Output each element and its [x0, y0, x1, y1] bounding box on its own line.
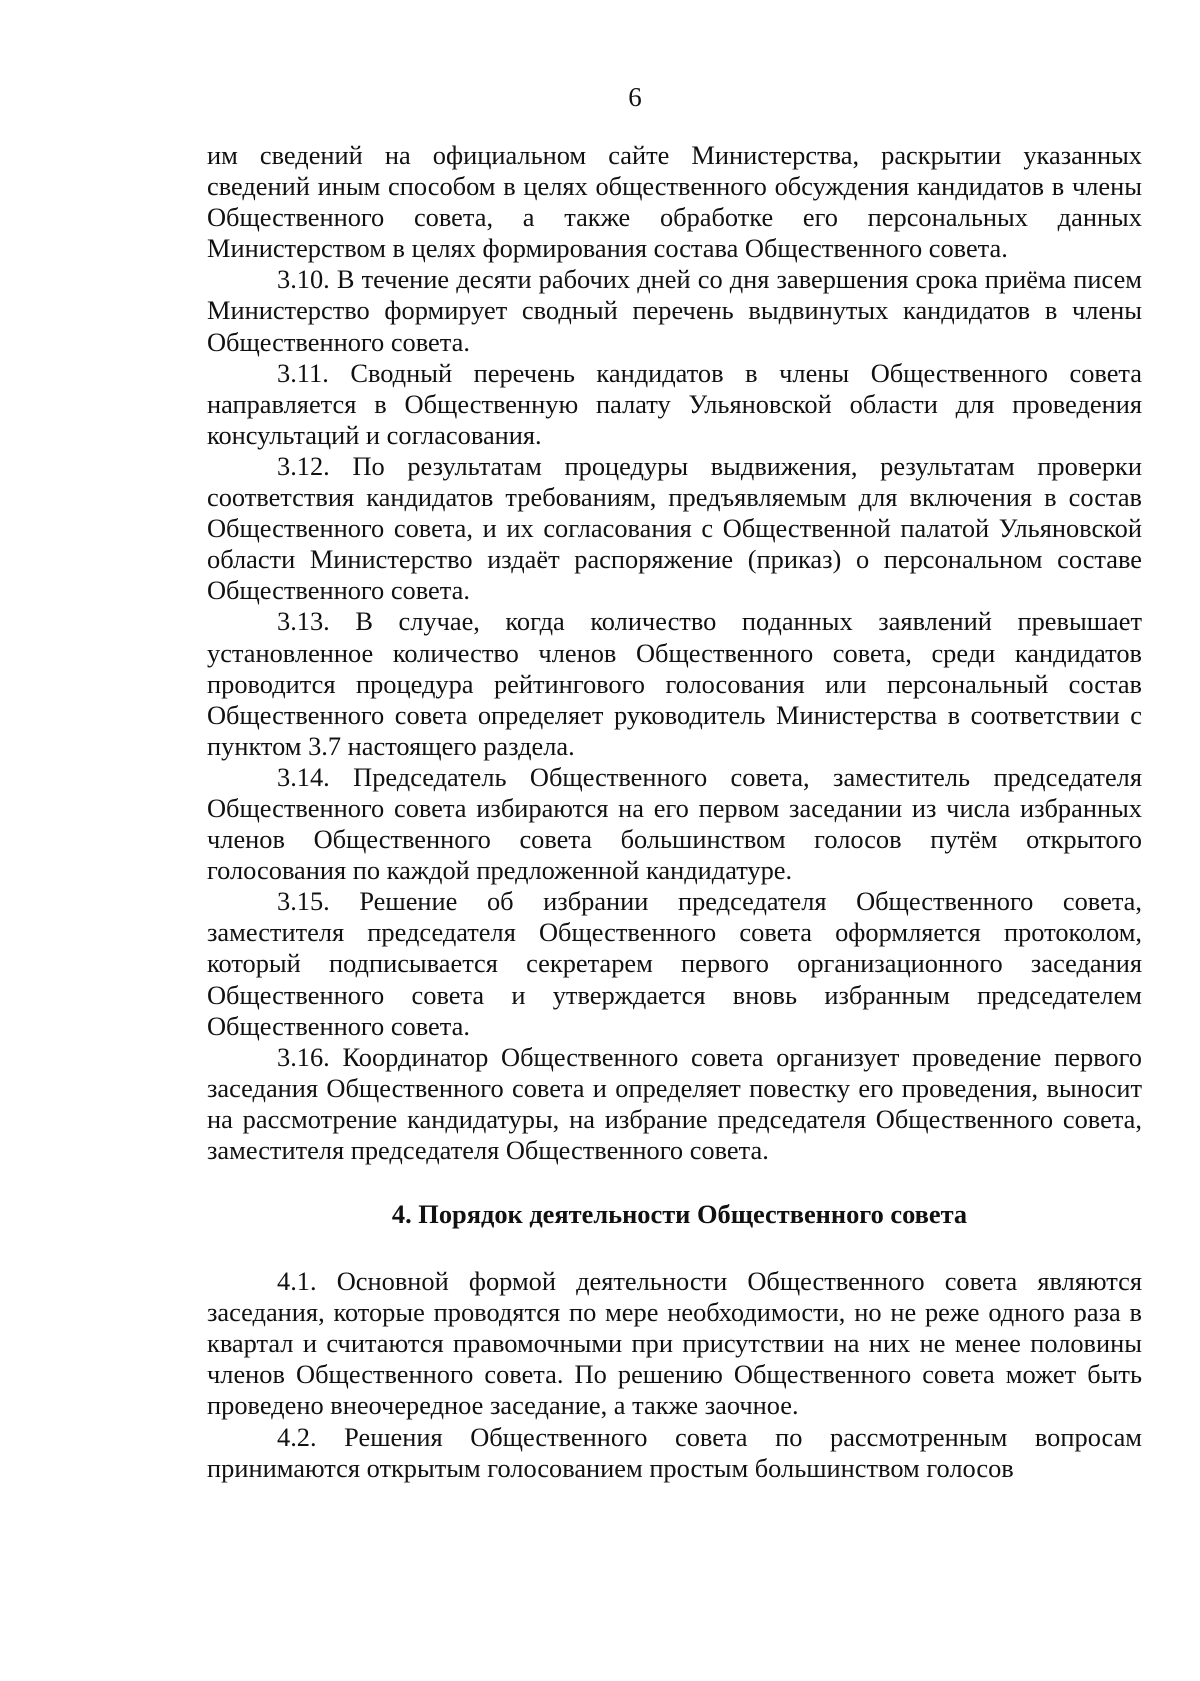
paragraph-3-14: 3.14. Председатель Общественного совета, заместитель председателя Общественного совета избираются на его первом заседании из числа избранных членов Общественного совета большинством голосов путём открытого голосования по каждой предложенной кандидатуре. — [207, 761, 1142, 886]
paragraph-3-15: 3.15. Решение об избрании председателя Общественного совета, заместителя председателя Общественного совета оформляется протоколом, который подписывается секретарем первого организационного заседания Общественного совета и утверждается вновь избранным председателем Общественного совета. — [207, 886, 1142, 1041]
paragraph-3-11: 3.11. Сводный перечень кандидатов в члены Общественного совета направляется в Общественную палату Ульяновской области для проведения консультаций и согласования. — [207, 357, 1142, 450]
page-number: 6 — [628, 82, 642, 112]
paragraph-3-13: 3.13. В случае, когда количество поданных заявлений превышает установленное количество членов Общественного совета, среди кандидатов проводится процедура рейтингового голосования или персональный состав Общественного совета определяет руководитель Министерства в соответствии с пунктом 3.7 настоящего раздела. — [207, 606, 1142, 761]
section-heading: 4. Порядок деятельности Общественного совета — [391, 1199, 968, 1230]
paragraph-4-1: 4.1. Основной формой деятельности Общественного совета являются заседания, которые проводятся по мере необходимости, но не реже одного раза в квартал и считаются правомочными при присутствии на них не менее половины членов Общественного совета. По решению Общественного совета может быть проведено внеочередное заседание, а также заочное. — [207, 1266, 1142, 1421]
paragraph-3-16: 3.16. Координатор Общественного совета организует проведение первого заседания Общественного совета и определяет повестку его проведения, выносит на рассмотрение кандидатуры, на избрание председателя Общественного совета, заместителя председателя Общественного совета. — [207, 1041, 1142, 1165]
paragraph-3-10: 3.10. В течение десяти рабочих дней со дня завершения срока приёма писем Министерство формирует сводный перечень выдвинутых кандидатов в члены Общественного совета. — [207, 264, 1142, 357]
paragraph-continuation: им сведений на официальном сайте Министерства, раскрытии указанных сведений иным способом в целях общественного обсуждения кандидатов в члены Общественного совета, а также обработке его персональных данных Министерством в целях формирования состава Общественного совета. — [207, 140, 1142, 264]
paragraph-3-12: 3.12. По результатам процедуры выдвижения, результатам проверки соответствия кандидатов требованиям, предъявляемым для включения в состав Общественного совета, и их согласования с Общественной палатой Ульяновской области Министерство издаёт распоряжение (приказ) о персональном составе Общественного совета. — [207, 450, 1142, 606]
paragraph-4-2: 4.2. Решения Общественного совета по рассмотренным вопросам принимаются открытым голосованием простым большинством голосов — [207, 1421, 1142, 1483]
document-body — [207, 140, 1142, 1484]
